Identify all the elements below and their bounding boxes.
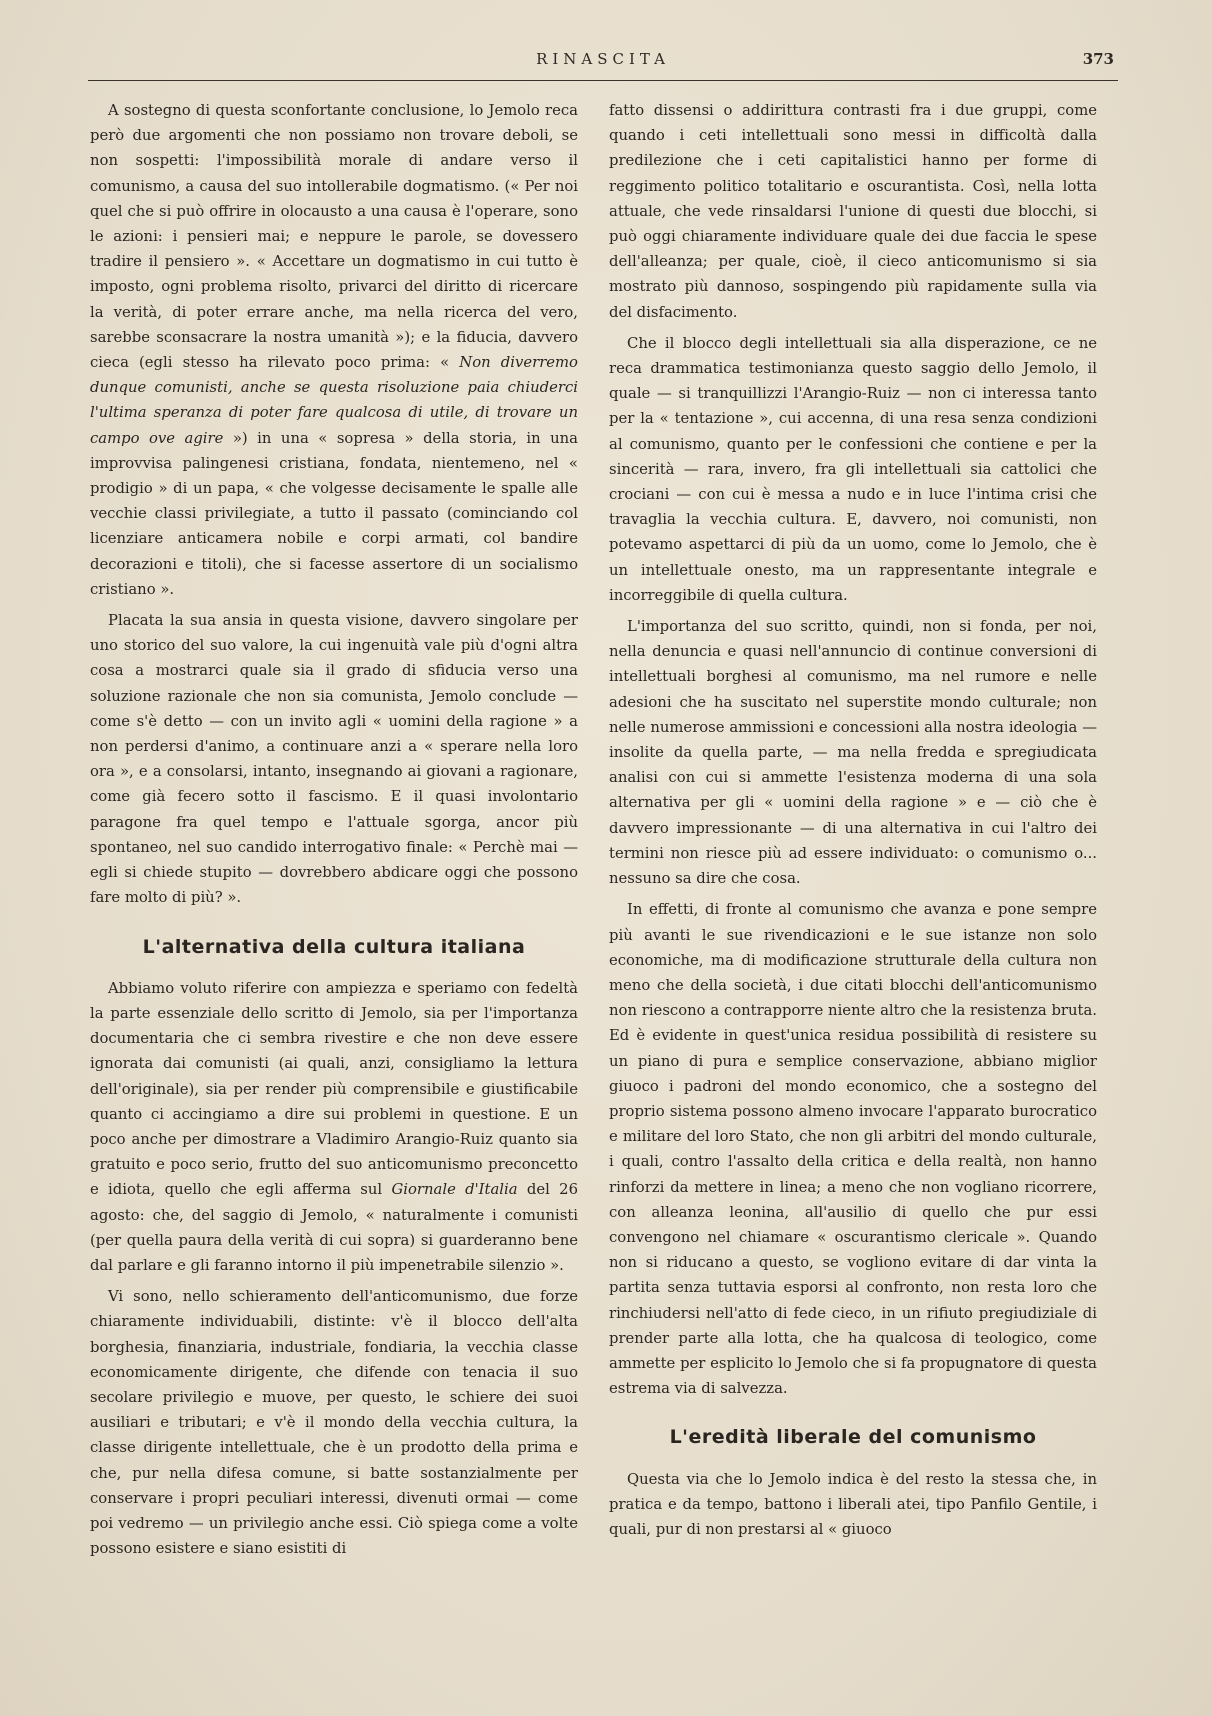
page-header bbox=[88, 50, 1118, 81]
section-heading: L'alternativa della cultura italiana bbox=[142, 935, 526, 958]
page-number: 373 bbox=[1082, 50, 1114, 68]
running-title: RINASCITA bbox=[536, 50, 670, 68]
paragraph: fatto dissensi o addirittura contrasti fra i due gruppi, come quando i ceti intellettuali sono messi in difficoltà dalla predilezione che i ceti capitalistici hanno per forme di reggimento politico totalitario e oscurantista. Così, nella lotta attuale, che vede rinsaldarsi l'unione di questi due blocchi, si può oggi chiaramente individuare quale dei due faccia le spese dell'alleanza; per quale, cioè, il cieco anticomunismo si sia mostrato più dannoso, sospingendo più rapidamente sulla via del disfacimento. bbox=[609, 102, 1097, 321]
paragraph: Questa via che lo Jemolo indica è del resto la stessa che, in pratica e da tempo, battono i liberali atei, tipo Panfilo Gentile, i quali, pur di non prestarsi al « giuoco bbox=[609, 1470, 1097, 1538]
section-heading: L'eredità liberale del comunismo bbox=[669, 1426, 1037, 1449]
paragraph: L'importanza del suo scritto, quindi, non si fonda, per noi, nella denuncia e quasi nell'annuncio di continue conversioni di intellettuali borghesi al comunismo, ma nel rumore e nelle adesioni che ha suscitato nel superstite mondo culturale; non nelle numerose ammissioni e concessioni alla nostra ideologia — insolite da quella parte, — ma nella fredda e spregiudicata analisi con cui si ammette l'esistenza moderna di una sola alternativa per gli « uomini della ragione » e — ciò che è davvero impressionante — di una alternativa in cui l'altro dei termini non riesce più ad essere individuato: o comunismo o... nessuno sa dire che cosa. bbox=[609, 618, 1097, 888]
paragraph: In effetti, di fronte al comunismo che avanza e pone sempre più avanti le sue rivendicazioni e le sue istanze non solo economiche, ma di modificazione strutturale della cultura non meno che della società, i due citati blocchi dell'anticomunismo non riescono a contrapporre niente altro che la resistenza bruta. Ed è evidente in quest'unica residua possibilità di resistere su un piano di pura e semplice conservazione, abbiano miglior giuoco i padroni del mondo economico, che a sostegno del proprio sistema possono almeno invocare l'apparato burocratico e militare del loro Stato, che non gli arbitri del mondo culturale, i quali, contro l'assalto della critica e della realtà, non hanno rinforzi da mettere in linea; a meno che non vogliano ricorrere, con alleanza leonina, all'ausilio di quello che pur essi convengono nel chiamare « oscurantismo clericale ». Quando non si riducano a questo, se vogliono evitare di dar vinta la partita senza tuttavia esporsi al confronto, non resta loro che rinchiudersi nell'atto di fede cieco, in un rifiuto pregiudiziale di prender parte alla lotta, che ha qualcosa di teologico, come ammette per esplicito lo Jemolo che si fa propugnatore di questa estrema via di salvezza. bbox=[609, 901, 1097, 1398]
italic-quote: Non diverremo dunque comunisti, anche se questa risoluzione paia chiuderci l'ultima speranza di poter fare qualcosa di utile, di trovare un campo ove agire bbox=[90, 354, 578, 447]
paragraph: Placata la sua ansia in questa visione, davvero singolare per uno storico del suo valore, la cui ingenuità vale più d'ogni altra cosa a mostrarci quale sia il grado di sfiducia verso una soluzione razionale che non sia comunista, Jemolo conclude — come s'è detto — con un invito agli « uomini della ragione » a non perdersi d'animo, a continuare anzi a « sperare nella loro ora », e a consolarsi, intanto, insegnando ai giovani a ragionare, come già fecero sotto il fascismo. E il quasi involontario paragone fra quel tempo e l'attuale sgorga, ancor più spontaneo, nel suo candido interrogativo finale: « Perchè mai — egli si chiede stupito — dovrebbero abdicare oggi che possono fare molto di più? ». bbox=[90, 612, 578, 907]
paragraph: Vi sono, nello schieramento dell'anticomunismo, due forze chiaramente individuabili, distinte: v'è il blocco dell'alta borghesia, finanziaria, industriale, fondiaria, la vecchia classe economicamente dirigente, che difende con tenacia il suo secolare privilegio e muove, per questo, le schiere dei suoi ausiliari e tributari; e v'è il mondo della vecchia cultura, la classe dirigente intellettuale, che è un prodotto della prima e che, pur nella difesa comune, si batte sostanzialmente per conservare i propri peculiari interessi, divenuti ormai — come poi vedremo — un privilegio anche essi. Ciò spiega come a volte possono esistere e siano esistiti di bbox=[90, 1288, 578, 1558]
paragraph: A sostegno di questa sconfortante conclusione, lo Jemolo reca però due argomenti che non possiamo non trovare deboli, se non sospetti: l'impossibilità morale di andare verso il comunismo, a causa del suo intollerabile dogmatismo. (« Per noi quel che si può offrire in olocausto a una causa è l'operare, sono le azioni: i pensieri mai; e neppure le parole, se dovessero tradire il pensiero ». « Accettare un dogmatismo in cui tutto è imposto, ogni problema risolto, privarci del diritto di ricercare la verità, di poter errare anche, ma nella ricerca del vero, sarebbe sconsacrare la nostra umanità »); e la fiducia, davvero cieca (egli stesso ha rilevato poco prima: « Non diverremo dunque comunisti, anche se questa risoluzione paia chiuderci l'ultima speranza di poter fare qualcosa di utile, di trovare un campo ove agire ») in una « sopresa » della storia, in una improvvisa palingenesi cristiana, fondata, nientemeno, nel « prodigio » di un papa, « che volgesse decisamente le spalle alle vecchie classi privilegiate, a tutto il passato (cominciando col licenziare anticamera nobile e corpi armati, col bandire decorazioni e titoli), che si facesse assertore di un socialismo cristiano ». bbox=[90, 102, 578, 598]
right-column bbox=[609, 98, 1097, 1678]
italic-title: Giornale d'Italia bbox=[391, 1181, 518, 1199]
left-column bbox=[90, 98, 578, 1678]
paragraph: Abbiamo voluto riferire con ampiezza e speriamo con fedeltà la parte essenziale dello scritto di Jemolo, sia per l'importanza documentaria che ci sembra rivestire e che non deve essere ignorata dai comunisti (ai quali, anzi, consigliamo la lettura dell'originale), sia per render più comprensibile e giustificabile quanto ci accingiamo a dire sui problemi in questione. E un poco anche per dimostrare a Vladimiro Arangio-Ruiz quanto sia gratuito e poco serio, frutto del suo anticomunismo preconcetto e idiota, quello che egli afferma sul Giornale d'Italia del 26 agosto: che, del saggio di Jemolo, « naturalmente i comunisti (per quella paura della verità di cui sopra) si guarderanno bene dal parlare e gli faranno intorno il più impenetrabile silenzio ». bbox=[90, 979, 578, 1274]
paragraph: Che il blocco degli intellettuali sia alla disperazione, ce ne reca drammatica testimonianza questo saggio dello Jemolo, il quale — si tranquillizzi l'Arangio-Ruiz — non ci interessa tanto per la « tentazione », cui accenna, di una resa senza condizioni al comunismo, quanto per le confessioni che contiene e per la sincerità — rara, invero, fra gli intellettuali sia cattolici che crociani — con cui è messa a nudo e in luce l'intima crisi che travaglia la vecchia cultura. E, davvero, noi comunisti, non potevamo aspettarci di più da un uomo, come lo Jemolo, che è un intellettuale onesto, ma un rappresentante integrale e incorreggibile di quella cultura. bbox=[609, 334, 1097, 604]
